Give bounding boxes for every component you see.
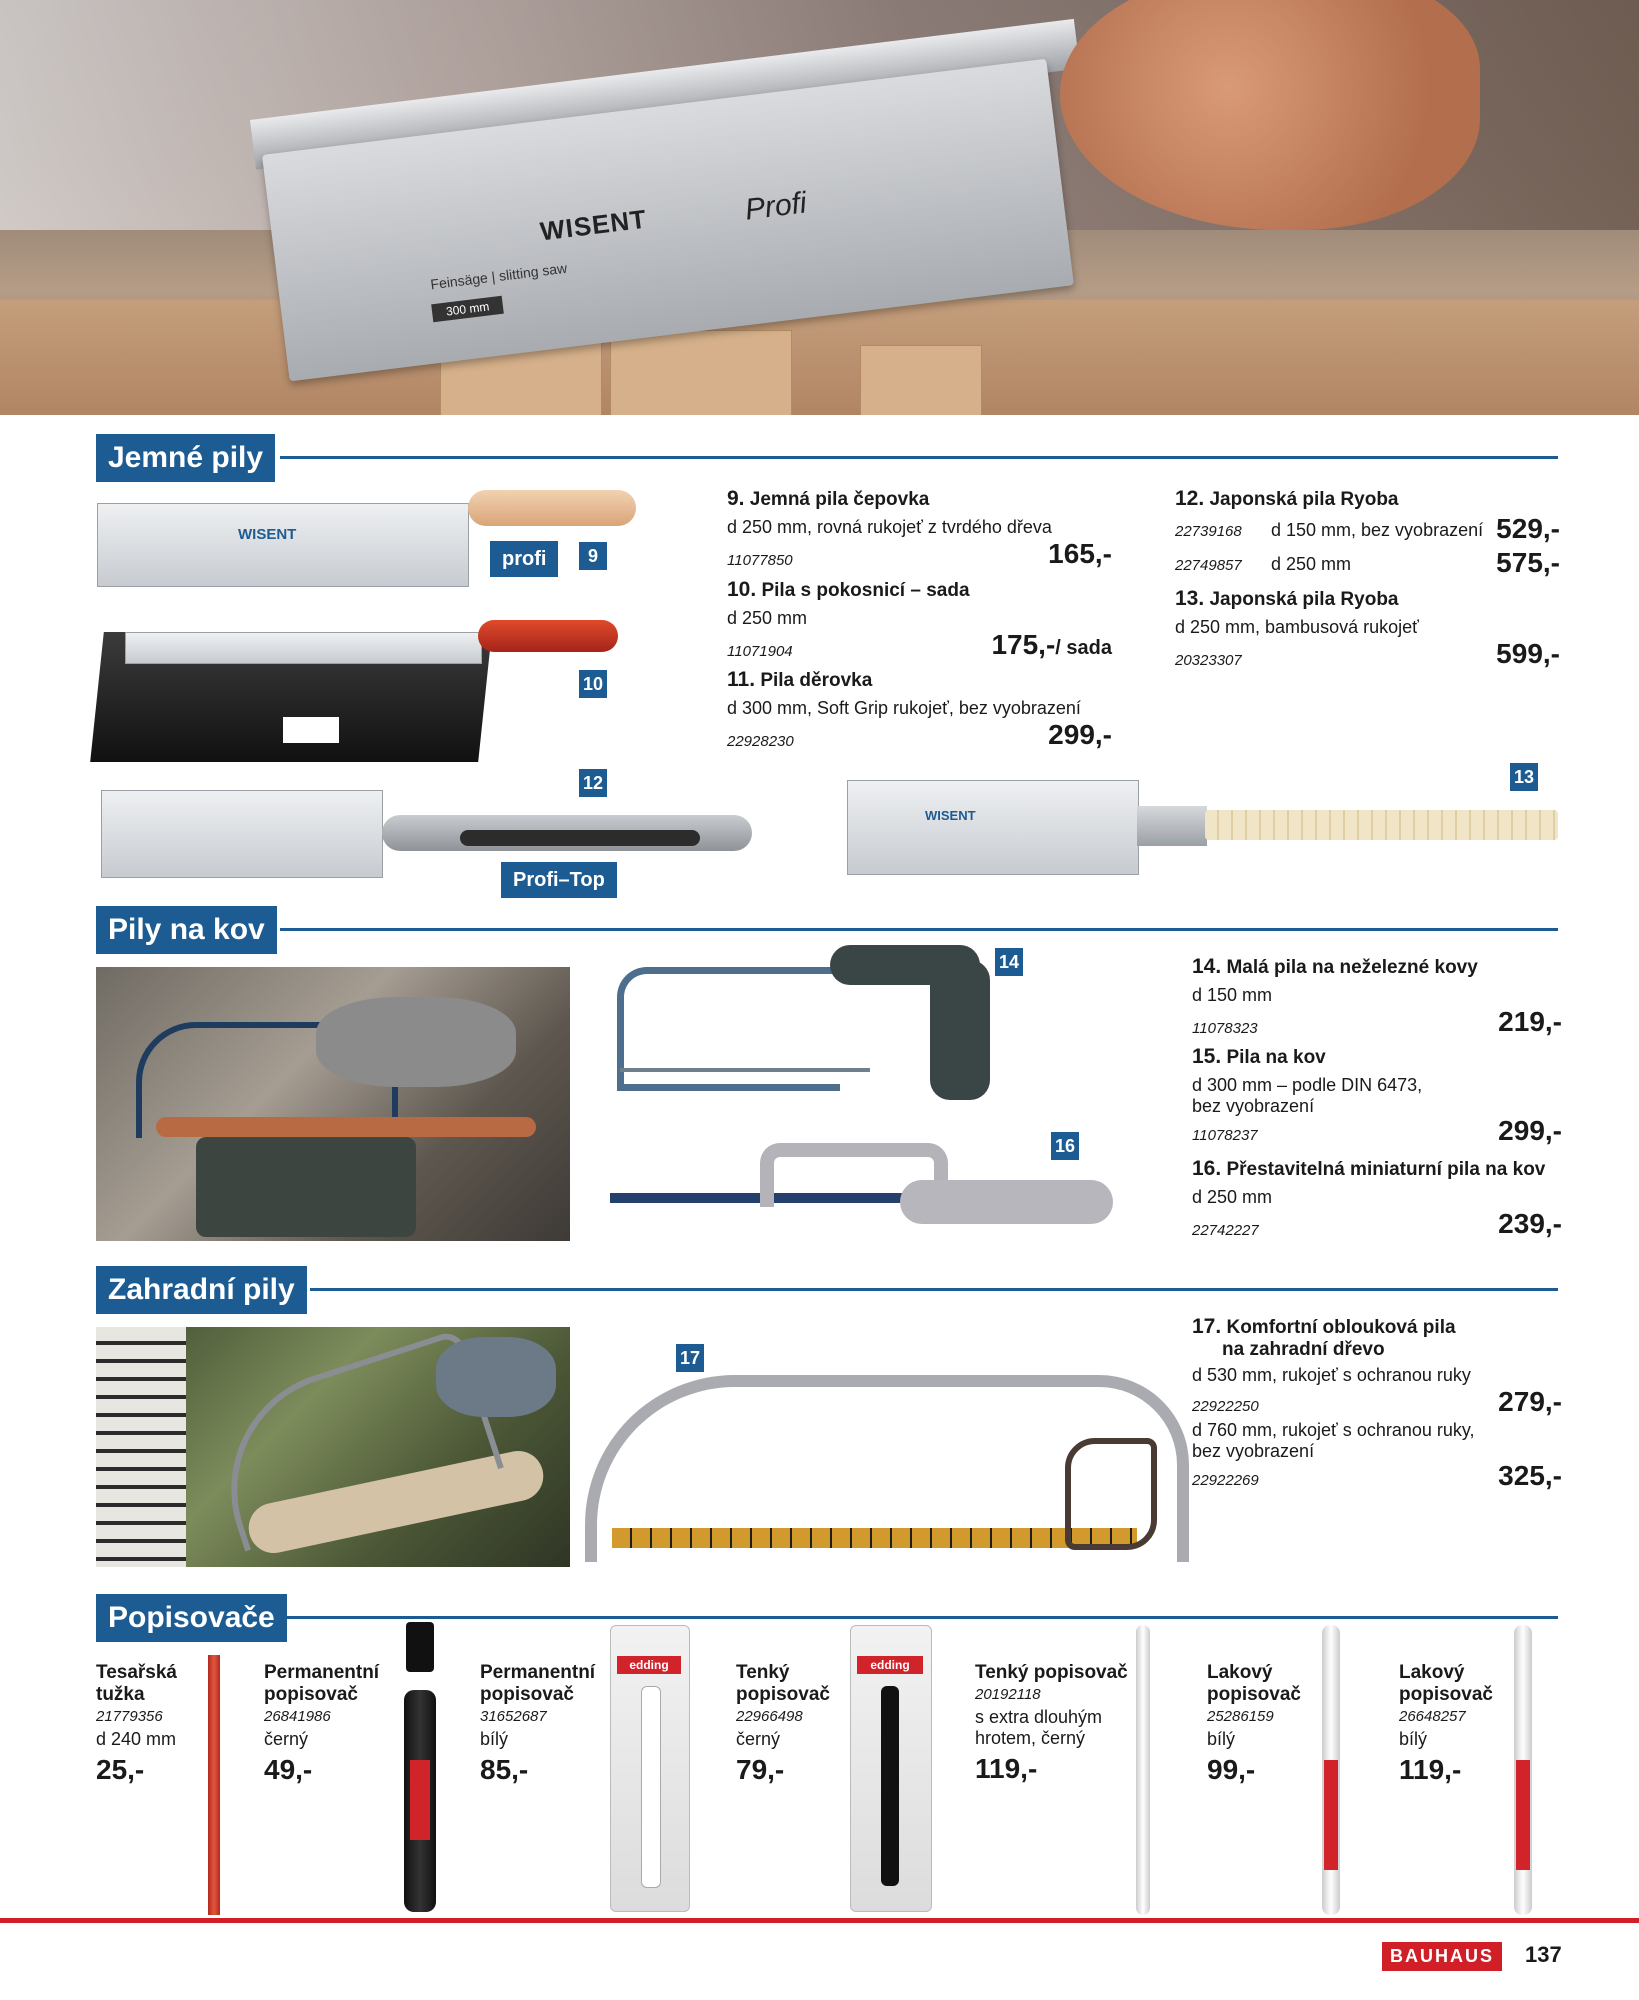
product-17-art-a: 22922250 [1192, 1398, 1259, 1415]
product-15-desc-2: bez vyobrazení [1192, 1096, 1315, 1116]
bauhaus-logo: BAUHAUS [1382, 1942, 1502, 1971]
product-13-price: 599,- [1496, 638, 1560, 669]
product-17: 17. Komfortní oblouková pila na zahradní dřevo d 530 mm, rukojeť s ochranou ruky 22922250 279,- d 760 mm, rukojeť s ochranou ruky, bez vyobrazení 22922269 325,- [1192, 1315, 1562, 1491]
photo-metal-saw-in-use [96, 967, 570, 1241]
marker-price: 119,- [975, 1753, 1038, 1784]
product-14: 14. Malá pila na neželezné kovy d 150 mm 11078323 219,- [1192, 955, 1562, 1037]
badge-14: 14 [995, 948, 1023, 976]
product-15-desc-1: d 300 mm – podle DIN 6473, [1192, 1075, 1423, 1095]
product-16-art: 22742227 [1192, 1222, 1259, 1239]
product-11-art: 22928230 [727, 733, 794, 750]
badge-9: 9 [579, 542, 607, 570]
product-16: 16. Přestavitelná miniaturní pila na kov d 250 mm 22742227 239,- [1192, 1157, 1562, 1239]
product-9-name: Jemná pila čepovka [749, 489, 930, 510]
section-rule [280, 456, 1558, 459]
footer-bar [0, 1918, 1639, 1923]
section-rule [310, 1288, 1558, 1291]
product-image-13 [847, 780, 1139, 875]
badge-13: 13 [1510, 763, 1538, 791]
marker-art: 26648257 [1399, 1708, 1466, 1725]
marker-image-cap [406, 1622, 434, 1672]
hero-saw-brand: WISENT [538, 203, 649, 247]
product-12-name: Japonská pila Ryoba [1209, 489, 1399, 510]
product-10-art: 11071904 [727, 643, 793, 660]
product-13-name: Japonská pila Ryoba [1209, 589, 1399, 610]
product-17-desc-a: d 530 mm, rukojeť s ochranou ruky [1192, 1365, 1471, 1385]
product-14-price: 219,- [1498, 1006, 1562, 1037]
marker-image-extra-long [1136, 1625, 1150, 1915]
product-9: 9. Jemná pila čepovka d 250 mm, rovná rukojeť z tvrdého dřeva 11077850 165,- [727, 487, 1112, 569]
product-17-art-b: 22922269 [1192, 1472, 1259, 1489]
marker-price: 85,- [480, 1754, 529, 1785]
product-9-art: 11077850 [727, 552, 793, 569]
hero-saw-size: 300 mm [431, 296, 504, 323]
product-14-name: Malá pila na neželezné kovy [1226, 957, 1478, 978]
product-16-desc: d 250 mm [1192, 1187, 1273, 1207]
hero-photo [0, 0, 1639, 415]
product-12-desc-2: d 250 mm [1271, 554, 1352, 574]
marker-price: 99,- [1207, 1754, 1256, 1785]
section-title-pily-na-kov: Pily na kov [96, 906, 277, 954]
marker-item-2: Permanentní popisovač 26841986 černý 49,- [264, 1662, 380, 1785]
product-15-name: Pila na kov [1226, 1047, 1326, 1068]
marker-item-7: Lakový popisovač 26648257 bílý 119,- [1399, 1662, 1493, 1785]
product-15-art: 11078237 [1192, 1127, 1258, 1144]
marker-art: 20192118 [975, 1686, 1041, 1703]
marker-art: 21779356 [96, 1708, 163, 1725]
product-11: 11. Pila děrovka d 300 mm, Soft Grip rukojeť, bez vyobrazení 22928230 299,- [727, 668, 1112, 750]
product-17-name-1: Komfortní oblouková pila [1226, 1317, 1456, 1338]
product-image-9 [97, 503, 469, 587]
product-9-desc: d 250 mm, rovná rukojeť z tvrdého dřeva [727, 517, 1052, 537]
product-12-price-1: 529,- [1496, 513, 1560, 544]
product-10: 10. Pila s pokosnicí – sada d 250 mm 11071904 175,-/ sada [727, 578, 1112, 660]
product-10-name: Pila s pokosnicí – sada [761, 580, 970, 601]
product-12-price-2: 575,- [1496, 547, 1560, 578]
marker-art: 25286159 [1207, 1708, 1274, 1725]
marker-item-1: Tesařská tužka 21779356 d 240 mm 25,- [96, 1662, 177, 1785]
product-12-art-2: 22749857 [1175, 557, 1242, 574]
product-11-desc: d 300 mm, Soft Grip rukojeť, bez vyobrazení [727, 698, 1081, 718]
product-14-desc: d 150 mm [1192, 985, 1273, 1005]
product-12: 12. Japonská pila Ryoba 22739168 d 150 mm, bez vyobrazení 529,- 22749857 d 250 mm 575,- [1175, 487, 1560, 578]
product-image-12 [101, 790, 383, 878]
product-11-price: 299,- [1048, 719, 1112, 750]
product-13: 13. Japonská pila Ryoba d 250 mm, bambusová rukojeť 20323307 599,- [1175, 587, 1560, 669]
section-title-jemne-pily: Jemné pily [96, 434, 275, 482]
product-13-art: 20323307 [1175, 652, 1242, 669]
page-number: 137 [1525, 1942, 1562, 1967]
marker-price: 79,- [736, 1754, 785, 1785]
marker-art: 22966498 [736, 1708, 803, 1725]
marker-item-5: Tenký popisovač 20192118 s extra dlouhým hrotem, černý 119,- [975, 1662, 1128, 1784]
product-12-art-1: 22739168 [1175, 523, 1242, 540]
red-handle [478, 620, 618, 652]
product-15-price: 299,- [1498, 1115, 1562, 1146]
product-16-name: Přestavitelná miniaturní pila na kov [1226, 1159, 1546, 1180]
badge-12: 12 [579, 769, 607, 797]
carpenter-pencil-image [208, 1655, 220, 1915]
marker-package-thin: edding [850, 1625, 932, 1912]
product-17-desc-b-1: d 760 mm, rukojeť s ochranou ruky, [1192, 1420, 1475, 1440]
marker-item-3: Permanentní popisovač 31652687 bílý 85,- [480, 1662, 596, 1785]
tag-profi-top: Profi–Top [501, 862, 617, 898]
wood-handle [468, 490, 636, 526]
section-title-popisovace: Popisovače [96, 1594, 287, 1642]
marker-price: 49,- [264, 1754, 313, 1785]
product-16-price: 239,- [1498, 1208, 1562, 1239]
marker-item-6: Lakový popisovač 25286159 bílý 99,- [1207, 1662, 1301, 1785]
marker-item-4: Tenký popisovač 22966498 černý 79,- [736, 1662, 830, 1785]
product-17-desc-b-2: bez vyobrazení [1192, 1441, 1315, 1461]
product-13-desc: d 250 mm, bambusová rukojeť [1175, 617, 1419, 637]
product-11-name: Pila děrovka [760, 670, 873, 691]
section-rule [285, 1616, 1558, 1619]
badge-16: 16 [1051, 1132, 1079, 1160]
marker-package-white: edding [610, 1625, 690, 1912]
section-rule [280, 928, 1558, 931]
product-image-14 [617, 967, 840, 1091]
product-10-desc: d 250 mm [727, 608, 808, 628]
marker-price: 119,- [1399, 1754, 1462, 1785]
marker-art: 31652687 [480, 1708, 547, 1725]
marker-price: 25,- [96, 1754, 145, 1785]
product-17-price-a: 279,- [1498, 1386, 1562, 1417]
product-12-desc-1: d 150 mm, bez vyobrazení [1271, 520, 1484, 540]
badge-10: 10 [579, 670, 607, 698]
product-15: 15. Pila na kov d 300 mm – podle DIN 6473, bez vyobrazení 11078237 299,- [1192, 1045, 1562, 1146]
hero-saw-model: Profi [743, 186, 809, 227]
product-14-art: 11078323 [1192, 1020, 1258, 1037]
badge-17: 17 [676, 1344, 704, 1372]
photo-bow-saw-in-use [96, 1327, 570, 1567]
product-10-price: 175,- [991, 629, 1056, 660]
product-10-unit: / sada [1055, 637, 1112, 659]
product-17-name-2: na zahradní dřevo [1222, 1339, 1385, 1360]
product-17-price-b: 325,- [1498, 1460, 1562, 1491]
product-9-price: 165,- [1048, 538, 1112, 569]
tag-profi: profi [490, 541, 558, 577]
hero-saw-label: Feinsäge | slitting saw [429, 259, 568, 293]
section-title-zahradni-pily: Zahradní pily [96, 1266, 307, 1314]
marker-art: 26841986 [264, 1708, 331, 1725]
